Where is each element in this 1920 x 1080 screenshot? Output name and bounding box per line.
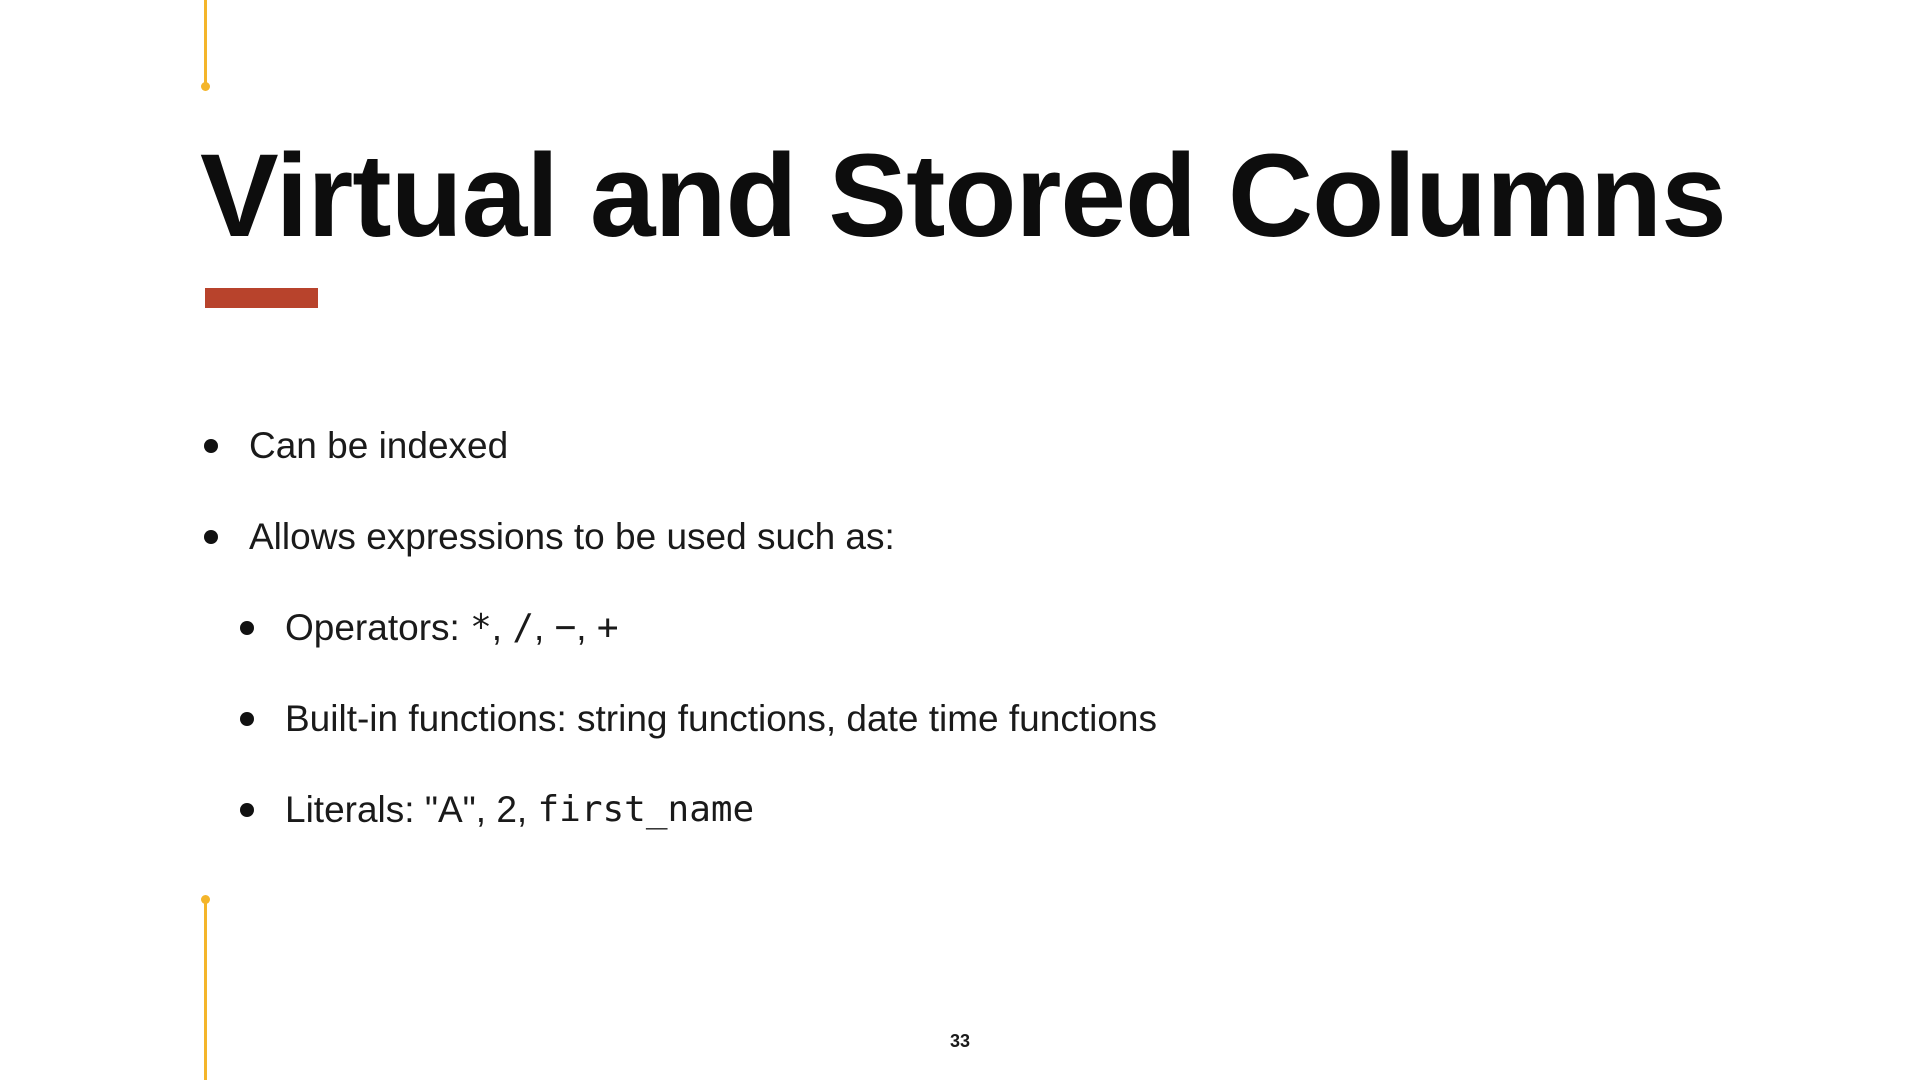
bullet-list	[204, 400, 1157, 855]
title-accent-bar	[205, 288, 318, 308]
slide-title: Virtual and Stored Columns	[200, 130, 1726, 262]
bullet-dot-icon	[204, 439, 218, 453]
bullet-dot-icon	[204, 530, 218, 544]
sub-bullet-item-operators	[204, 582, 1157, 673]
bullet-text: Allows expressions to be used such as:	[249, 515, 895, 557]
operator-multiply: *	[470, 607, 492, 648]
sub-bullet-item-functions	[204, 673, 1157, 764]
decorative-rule-top-dot	[201, 82, 210, 91]
literals-label: Literals: "A", 2,	[285, 788, 538, 830]
decorative-rule-bottom	[204, 900, 207, 1080]
bullet-text: Can be indexed	[249, 424, 509, 466]
sub-bullet-item-literals	[204, 764, 1157, 855]
functions-text: Built-in functions: string functions, date time functions	[285, 697, 1157, 739]
bullet-dot-icon	[240, 621, 254, 635]
operator-separator: ,	[534, 606, 555, 648]
literal-code: first_name	[537, 789, 755, 830]
operator-separator: ,	[576, 606, 597, 648]
page-number: 33	[949, 1031, 971, 1051]
bullet-item	[204, 491, 1157, 582]
bullet-dot-icon	[240, 712, 254, 726]
operator-separator: ,	[491, 606, 513, 648]
operators-label: Operators:	[285, 606, 471, 648]
operator-plus: +	[596, 607, 619, 648]
bullet-item	[204, 400, 1157, 491]
decorative-rule-top	[204, 0, 207, 86]
operator-divide: /	[512, 607, 535, 648]
bullet-dot-icon	[240, 803, 254, 817]
operator-minus: −	[554, 607, 577, 648]
